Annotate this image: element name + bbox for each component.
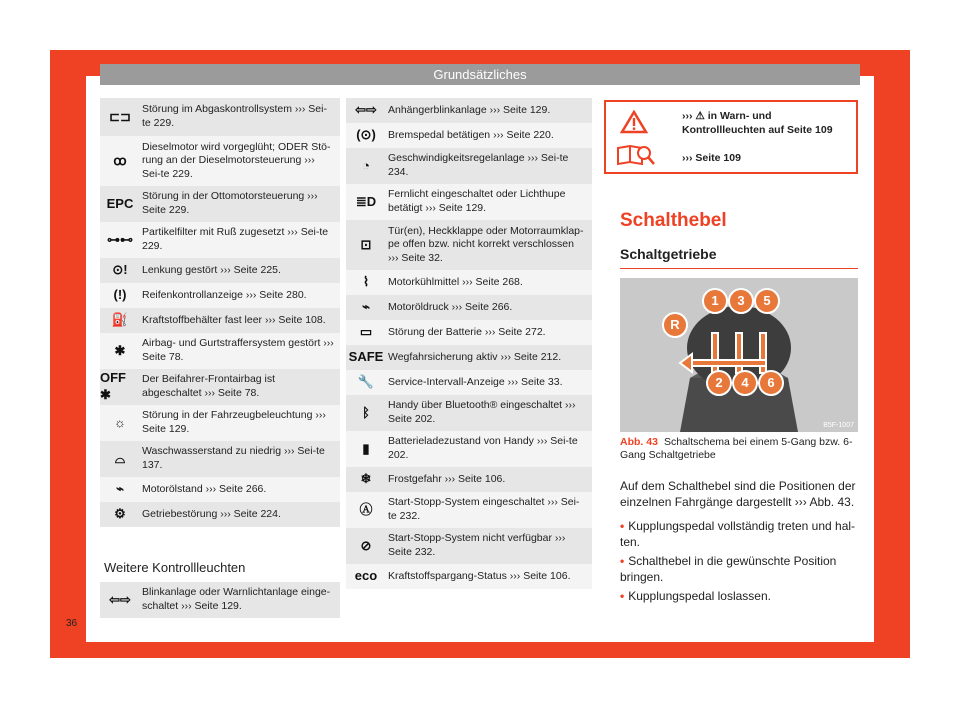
tire-pressure-icon: (!) xyxy=(113,287,127,303)
speed-control-icon: ◔ xyxy=(362,157,370,173)
particle-filter-icon: ⊶⊷ xyxy=(107,231,133,247)
row-text: Blinkanlage oder Warnlichtanlage einge-schaltet ››› Seite 129. xyxy=(142,586,331,612)
door-open-icon: ⊡ xyxy=(360,236,372,252)
table-row xyxy=(346,123,592,148)
table-row xyxy=(346,492,592,528)
table-row xyxy=(346,528,592,564)
row-text: Anhängerblinkanlage ››› Seite 129. xyxy=(388,103,551,116)
row-text: Fernlicht eingeschaltet oder Lichthupe betätigt ››› Seite 129. xyxy=(388,188,566,214)
table-row xyxy=(100,222,340,258)
left-warning-table-2 xyxy=(100,582,340,618)
bluetooth-icon: ᛒ xyxy=(362,404,370,420)
row-text: Reifenkontrollanzeige ››› Seite 280. xyxy=(142,288,307,301)
lighting-fault-icon: ☼ xyxy=(114,414,126,430)
section-title-further-lights: Weitere Kontrollleuchten xyxy=(104,560,246,575)
row-text: Bremspedal betätigen ››› Seite 220. xyxy=(388,128,554,141)
row-text: Kraftstoffbehälter fast leer ››› Seite 108. xyxy=(142,313,326,326)
manual-search-icon xyxy=(616,142,656,168)
gear-2-label: 2 xyxy=(706,370,732,396)
turn-signal-icon: ⇦⇨ xyxy=(109,591,131,607)
table-row xyxy=(100,98,340,136)
table-row xyxy=(346,564,592,589)
bullet-icon: • xyxy=(620,589,625,603)
row-text: Batterieladezustand von Handy ››› Sei-te 202. xyxy=(388,435,578,461)
epc-icon: EPC xyxy=(106,195,134,211)
row-text: Motorölstand ››› Seite 266. xyxy=(142,482,267,495)
bullet-icon: • xyxy=(620,554,625,568)
row-text: Partikelfilter mit Ruß zugesetzt ››› Sei-te 229. xyxy=(142,226,329,252)
row-text: Start-Stopp-System nicht verfügbar ››› Seite 232. xyxy=(388,532,566,558)
warning-box xyxy=(604,100,858,174)
bullet-text: Kupplungspedal vollständig treten und hal-ten. xyxy=(620,519,856,550)
table-row xyxy=(346,184,592,220)
warning-line-2: ››› Seite 109 xyxy=(682,152,741,164)
table-row xyxy=(100,186,340,222)
trailer-signal-icon: ⇦⇨ xyxy=(355,102,377,118)
row-text: Airbag- und Gurtstraffersystem gestört ››› Seite 78. xyxy=(142,337,334,363)
gearbox-fault-icon: ⚙ xyxy=(114,506,126,522)
row-text: Motorkühlmittel ››› Seite 268. xyxy=(388,275,523,288)
body-intro: Auf dem Schalthebel sind die Positionen der einzelnen Fahrgänge dargestellt ››› Abb. 43. xyxy=(620,479,856,510)
bullet-3 xyxy=(620,588,860,604)
row-text: Getriebestörung ››› Seite 224. xyxy=(142,507,281,520)
row-text: Störung in der Ottomotorsteuerung ››› Seite 229. xyxy=(142,190,318,216)
subtitle-rule xyxy=(620,268,858,269)
table-row xyxy=(100,369,340,405)
section-subtitle: Schaltgetriebe xyxy=(620,246,717,262)
row-text: Tür(en), Heckklappe oder Motorraumklap-pe offen bzw. nicht korrekt verschlossen ››› Seite 32. xyxy=(388,224,584,264)
table-row xyxy=(100,405,340,441)
passenger-airbag-off-icon: OFF ✱ xyxy=(100,370,126,402)
bullet-text: Schalthebel in die gewünschte Position bringen. xyxy=(620,554,837,585)
table-row xyxy=(100,477,340,502)
gear-3-label: 3 xyxy=(728,288,754,314)
bullet-1 xyxy=(620,518,860,550)
figure-code: B5F-1007 xyxy=(823,422,854,429)
gear-r-label: R xyxy=(662,312,688,338)
row-text: Geschwindigkeitsregelanlage ››› Sei-te 234. xyxy=(388,152,569,178)
table-row xyxy=(346,370,592,395)
battery-icon: ▭ xyxy=(359,324,373,340)
table-row xyxy=(346,295,592,320)
row-text: Start-Stopp-System eingeschaltet ››› Sei-te 232. xyxy=(388,496,580,522)
gear-1-label: 1 xyxy=(702,288,728,314)
airbag-icon: ✱ xyxy=(114,342,126,358)
bullet-2 xyxy=(620,553,860,585)
table-row xyxy=(100,258,340,283)
glow-plug-icon: ꝏ xyxy=(113,152,127,168)
row-text: Störung der Batterie ››› Seite 272. xyxy=(388,325,546,338)
row-text: Der Beifahrer-Frontairbag ist abgeschaltet ››› Seite 78. xyxy=(142,373,276,399)
table-row xyxy=(346,431,592,467)
section-title: Schalthebel xyxy=(620,210,727,231)
page-number: 36 xyxy=(66,618,78,629)
row-text: Lenkung gestört ››› Seite 225. xyxy=(142,263,281,276)
gear-4-label: 4 xyxy=(732,370,758,396)
row-text: Wegfahrsicherung aktiv ››› Seite 212. xyxy=(388,350,562,363)
immobilizer-icon: SAFE xyxy=(348,349,384,365)
row-text: Frostgefahr ››› Seite 106. xyxy=(388,472,506,485)
service-icon: 🔧 xyxy=(357,374,375,390)
gear-6-label: 6 xyxy=(758,370,784,396)
warning-line-1: ››› ⚠ in Warn- und Kontrollleuchten auf Seite 109 xyxy=(682,110,833,136)
table-row xyxy=(346,98,592,123)
start-stop-unavailable-icon: ⊘ xyxy=(360,537,372,553)
row-text: Störung in der Fahrzeugbeleuchtung ››› Seite 129. xyxy=(142,409,326,435)
oil-pressure-icon: ⌁ xyxy=(362,299,370,315)
table-row xyxy=(100,283,340,308)
table-row xyxy=(100,502,340,527)
row-text: Störung im Abgaskontrollsystem ››› Sei-te 229. xyxy=(142,103,327,129)
caption-text: Schaltschema bei einem 5-Gang bzw. 6-Gang Schaltgetriebe xyxy=(620,436,853,462)
fuel-icon: ⛽ xyxy=(111,312,129,328)
table-row xyxy=(346,148,592,184)
phone-battery-icon: ▮ xyxy=(362,440,370,456)
table-row xyxy=(346,220,592,270)
table-row xyxy=(100,441,340,477)
engine-exhaust-icon: ⊏⊐ xyxy=(109,108,131,124)
table-row xyxy=(346,345,592,370)
eco-icon: eco xyxy=(354,568,378,584)
gear-5-label: 5 xyxy=(754,288,780,314)
washer-fluid-icon: ⌓ xyxy=(114,450,126,466)
steering-icon: ⊙! xyxy=(112,262,128,278)
bullet-text: Kupplungspedal loslassen. xyxy=(628,589,771,603)
figure-caption xyxy=(620,436,860,462)
row-text: Kraftstoffspargang-Status ››› Seite 106. xyxy=(388,569,571,582)
row-text: Motoröldruck ››› Seite 266. xyxy=(388,300,513,313)
table-row xyxy=(100,333,340,369)
coolant-icon: ⌇ xyxy=(362,274,370,290)
row-text: Handy über Bluetooth® eingeschaltet ››› Seite 202. xyxy=(388,399,576,425)
high-beam-icon: ≣D xyxy=(355,193,377,209)
row-text: Waschwasserstand zu niedrig ››› Sei-te 137. xyxy=(142,445,325,471)
start-stop-icon: Ⓐ xyxy=(359,501,373,517)
page-header: Grundsätzliches xyxy=(100,64,860,85)
table-row xyxy=(346,320,592,345)
brake-pedal-icon: (⊙) xyxy=(356,127,376,143)
table-row xyxy=(100,582,340,618)
mid-warning-table xyxy=(346,98,592,589)
table-row xyxy=(346,467,592,492)
gear-diagram-figure xyxy=(620,278,858,432)
bullet-icon: • xyxy=(620,519,625,533)
row-text: Dieselmotor wird vorgeglüht; ODER Stö-rung an der Dieselmotorsteuerung ››› Sei-te 229. xyxy=(142,140,331,180)
oil-level-icon: ⌁ xyxy=(116,481,124,497)
frost-icon: ❄ xyxy=(360,471,372,487)
table-row xyxy=(346,395,592,431)
caption-label: Abb. 43 xyxy=(620,436,658,448)
row-text: Service-Intervall-Anzeige ››› Seite 33. xyxy=(388,375,563,388)
left-warning-table xyxy=(100,98,340,527)
warning-triangle-icon xyxy=(620,110,648,134)
table-row xyxy=(100,136,340,186)
table-row xyxy=(100,308,340,333)
table-row xyxy=(346,270,592,295)
